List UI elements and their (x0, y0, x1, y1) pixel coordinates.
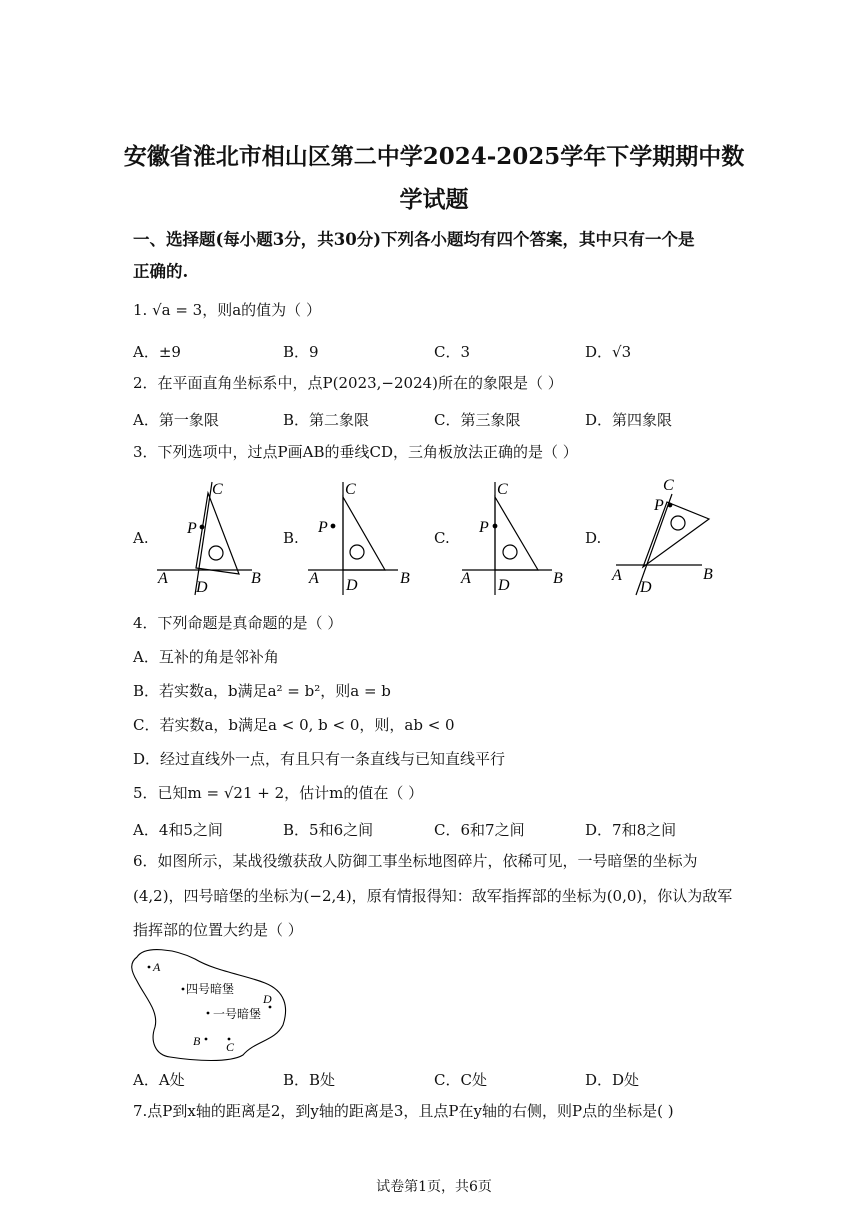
q6-option-d: D．D处 (585, 1071, 640, 1089)
q4-option-b: B．若实数a，b满足a² = b²，则a = b (133, 682, 391, 700)
set-square (643, 502, 709, 567)
label-c: C (497, 481, 508, 498)
q6-map-fragment (125, 945, 295, 1065)
map-label-b: B (193, 1034, 201, 1048)
section-heading-line2: 正确的. (133, 262, 189, 281)
q6-option-b: B．B处 (283, 1071, 336, 1089)
q1-option-d: D．√3 (585, 343, 632, 361)
label-c: C (345, 481, 356, 498)
q1-option-b: B．9 (283, 343, 319, 361)
map-label-bunker4: 四号暗堡 (186, 982, 235, 996)
q5-option-a: A．4和5之间 (133, 821, 223, 839)
q7-stem: 7.点P到x轴的距离是2，到y轴的距离是3，且点P在y轴的右侧，则P点的坐标是( ) (133, 1102, 674, 1120)
q5-option-d: D．7和8之间 (585, 821, 677, 839)
map-label-a: A (153, 960, 161, 974)
point-d-dot (269, 1006, 272, 1009)
set-square (196, 493, 239, 574)
point-p (331, 524, 335, 528)
set-square-hole (209, 546, 223, 560)
label-p: P (479, 519, 489, 536)
label-d: D (196, 579, 208, 596)
label-a: A (309, 570, 319, 587)
q5-stem: 5．已知m = √21 + 2，估计m的值在（ ） (133, 784, 424, 802)
label-p: P (318, 519, 328, 536)
label-a: A (612, 567, 622, 584)
label-d: D (346, 577, 358, 594)
q6-option-a: A．A处 (133, 1071, 185, 1089)
map-label-c: C (226, 1040, 235, 1054)
set-square (343, 497, 385, 570)
point-p (668, 503, 672, 507)
set-square-hole (350, 545, 364, 559)
set-square-hole (503, 545, 517, 559)
label-p: P (187, 520, 197, 537)
point-b-dot (205, 1038, 208, 1041)
q3-figures (0, 0, 868, 600)
label-d: D (640, 579, 652, 596)
q1-option-c: C．3 (434, 343, 471, 361)
page-title-line1: 安徽省淮北市相山区第二中学2024-2025学年下学期期中数 (123, 143, 745, 170)
q3-stem: 3．下列选项中，过点P画AB的垂线CD，三角板放法正确的是（ ） (133, 443, 578, 461)
q2-option-a: A．第一象限 (133, 411, 219, 429)
map-label-bunker1: 一号暗堡 (213, 1007, 262, 1021)
q3-option-d-letter: D. (585, 529, 602, 547)
q6-stem-line3: 指挥部的位置大约是（ ） (133, 921, 303, 939)
q6-stem-line2: (4,2)，四号暗堡的坐标为(−2,4)，原有情报得知：敌军指挥部的坐标为(0,0)，你认为敌军 (133, 887, 733, 905)
point-p (493, 524, 497, 528)
point-p (200, 525, 204, 529)
label-b: B (703, 566, 713, 583)
q5-option-c: C．6和7之间 (434, 821, 525, 839)
q3-option-a-letter: A. (133, 529, 149, 547)
q2-option-d: D．第四象限 (585, 411, 673, 429)
bunker4-dot (182, 988, 185, 991)
label-b: B (251, 570, 261, 587)
section-heading-line1: 一、选择题(每小题3分，共30分)下列各小题均有四个答案，其中只有一个是 (133, 230, 695, 249)
label-b: B (553, 570, 563, 587)
q3-option-c-letter: C. (434, 529, 450, 547)
q2-option-c: C．第三象限 (434, 411, 521, 429)
q5-option-b: B．5和6之间 (283, 821, 374, 839)
q2-option-b: B．第二象限 (283, 411, 370, 429)
bunker1-dot (207, 1012, 210, 1015)
label-a: A (461, 570, 471, 587)
label-c: C (663, 477, 674, 494)
q6-option-c: C．C处 (434, 1071, 487, 1089)
q4-option-c: C．若实数a，b满足a < 0, b < 0，则，ab < 0 (133, 716, 455, 734)
map-label-d: D (263, 992, 272, 1006)
label-b: B (400, 570, 410, 587)
point-a-dot (148, 966, 151, 969)
page-title-line2: 学试题 (399, 186, 469, 213)
q4-option-d: D．经过直线外一点，有且只有一条直线与已知直线平行 (133, 750, 506, 768)
label-c: C (212, 481, 223, 498)
q1-stem: 1. √a = 3，则a的值为（ ） (133, 301, 321, 319)
q4-stem: 4．下列命题是真命题的是（ ） (133, 614, 343, 632)
page-footer: 试卷第1页，共6页 (376, 1179, 492, 1195)
q4-option-a: A．互补的角是邻补角 (133, 648, 279, 666)
label-a: A (158, 570, 168, 587)
set-square (495, 497, 538, 570)
label-d: D (498, 577, 510, 594)
label-p: P (654, 497, 664, 514)
q6-stem-line1: 6．如图所示，某战役缴获敌人防御工事坐标地图碎片，依稀可见，一号暗堡的坐标为 (133, 852, 698, 870)
set-square-hole (671, 516, 685, 530)
q3-option-b-letter: B. (283, 529, 299, 547)
q2-stem: 2．在平面直角坐标系中，点P(2023,−2024)所在的象限是（ ） (133, 374, 563, 392)
q1-option-a: A．±9 (133, 343, 181, 361)
